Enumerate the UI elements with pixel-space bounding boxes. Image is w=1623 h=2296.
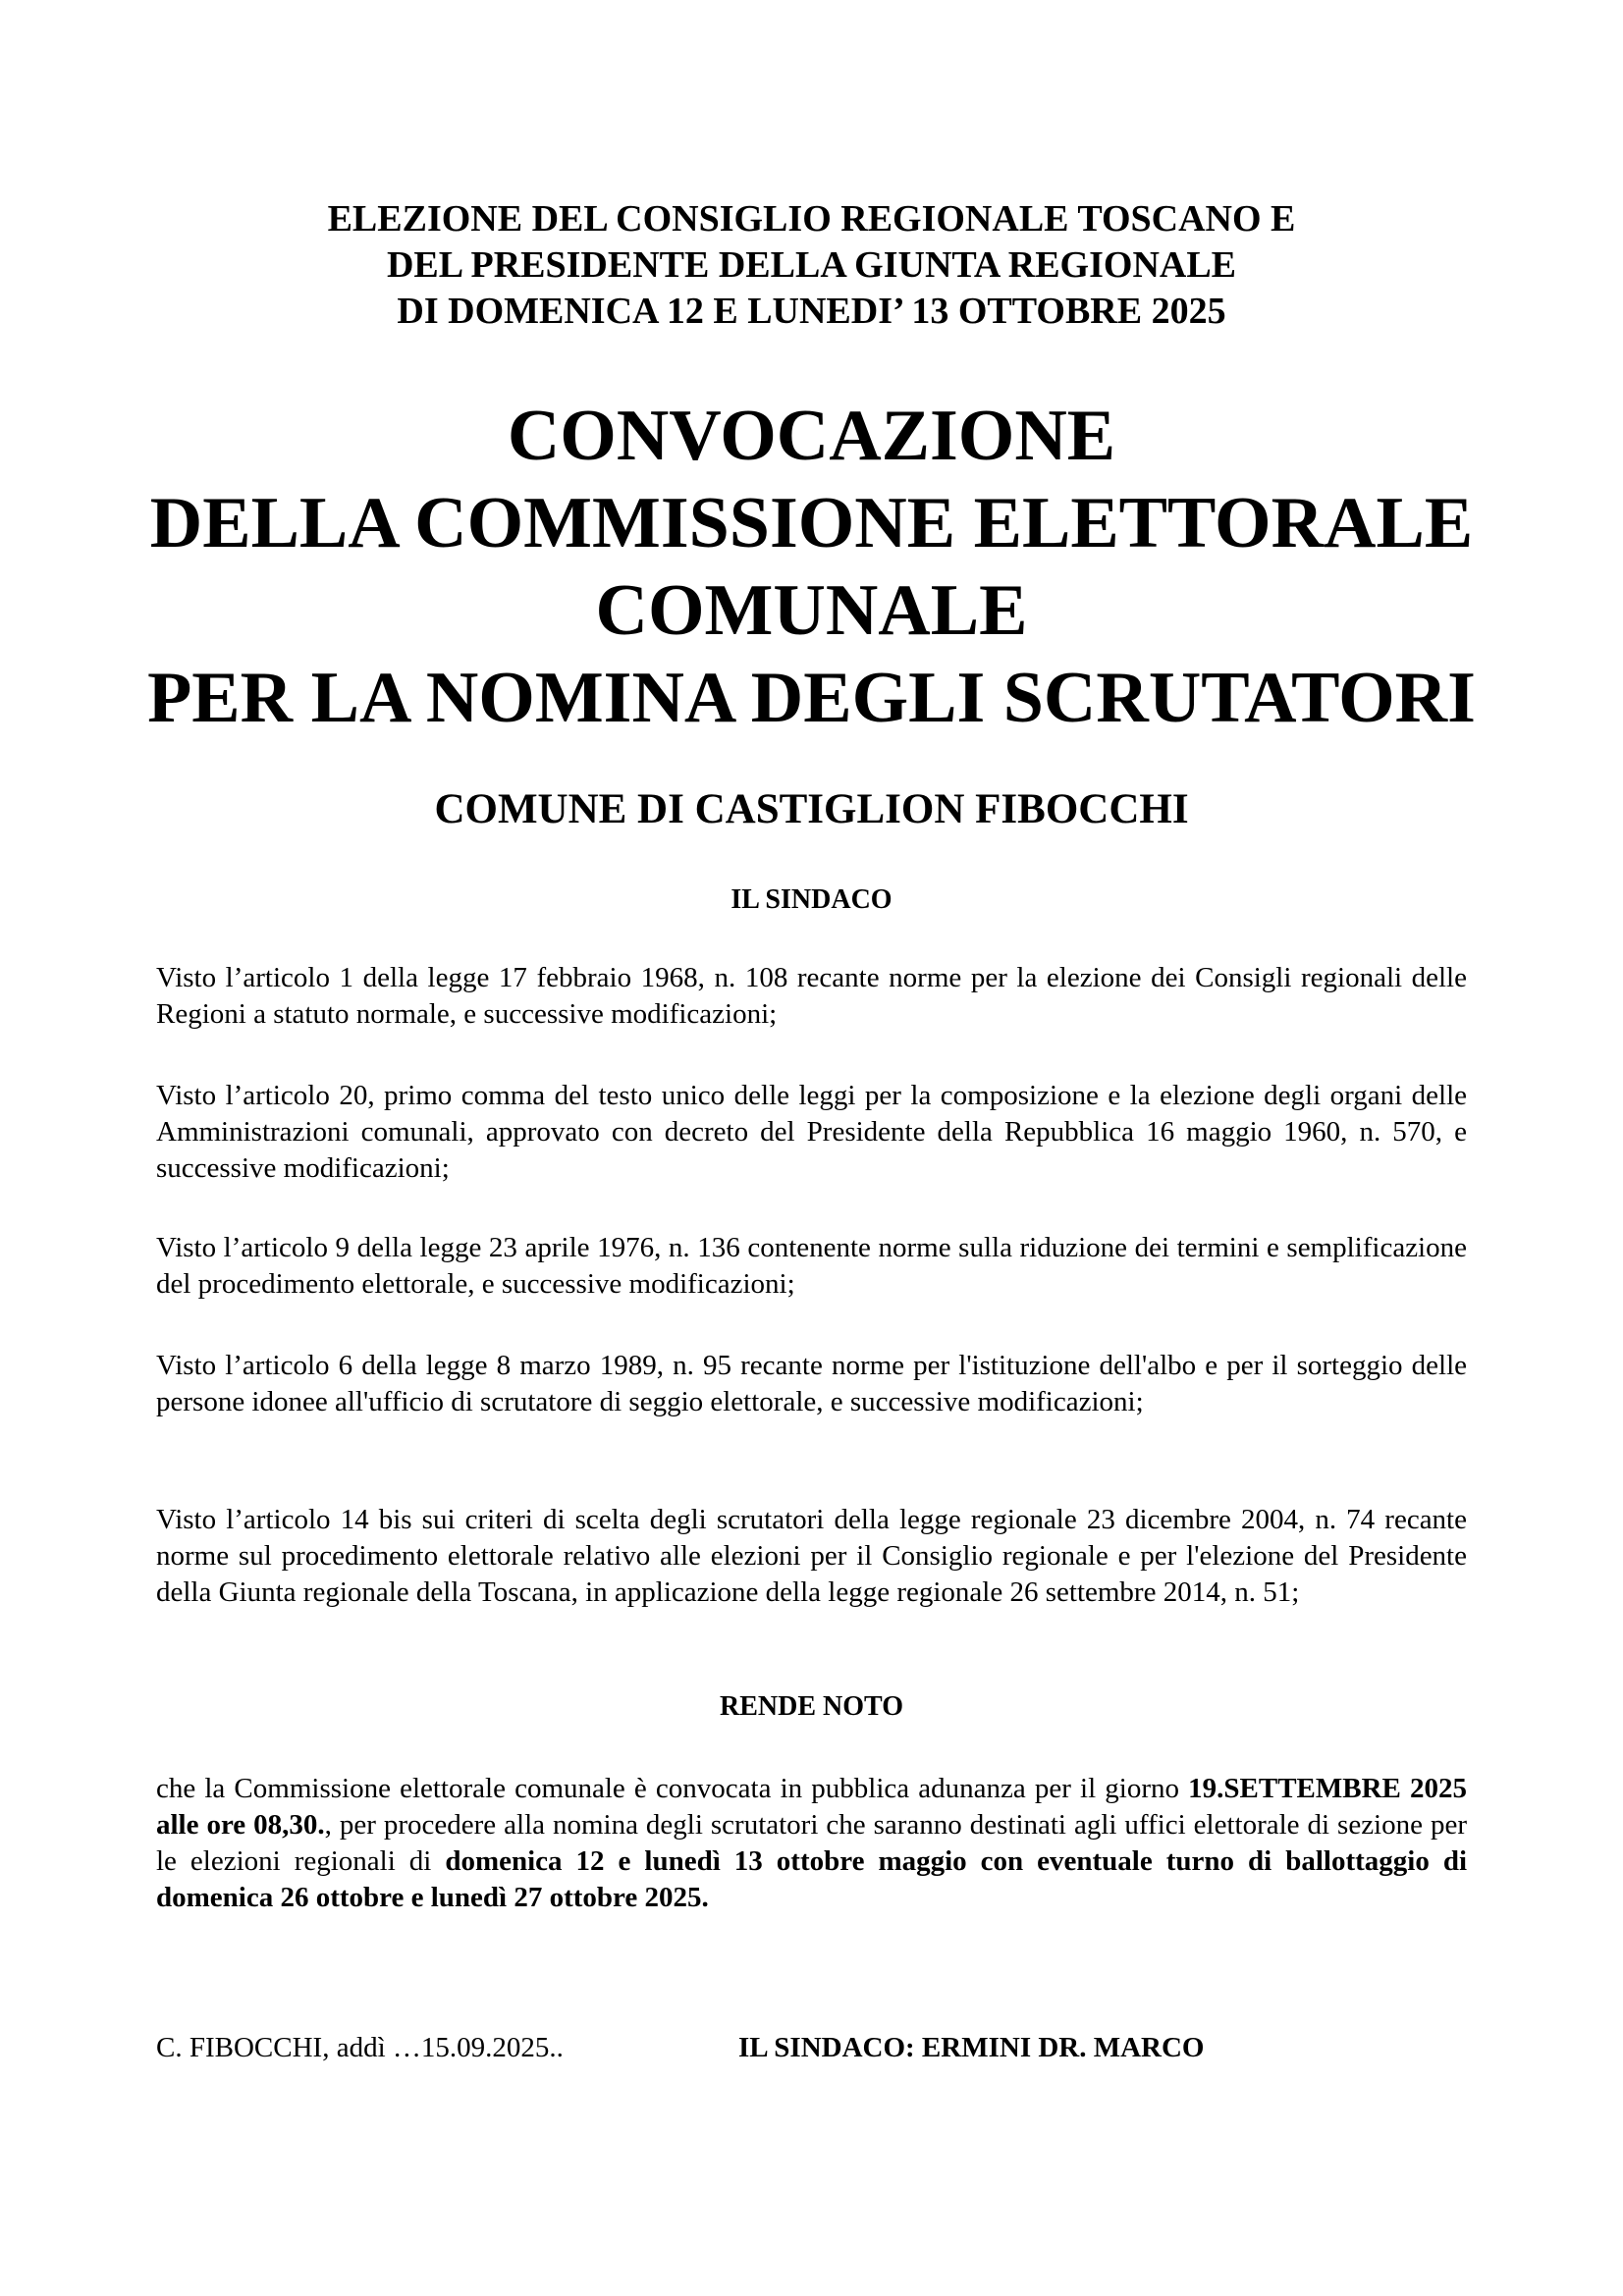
text-segment: , per procedere alla nomina degli scrutatori che saranno destinati agli uffici elettorale di sezione per le elezioni regionali di [156,1809,1467,1877]
title-line: COMUNALE [595,570,1028,651]
paragraph-text [156,1771,1467,1916]
paragraph-text: Visto l’articolo 14 bis sui criteri di scelta degli scrutatori della legge regionale 23 dicembre 2004, n. 74 recante norme sul procedimento elettorale relativo alle elezioni per il Consiglio regionale e per l'elezione del Presidente della Giunta regionale della Toscana, in applicazione della legge regionale 26 settembre 2014, n. 51; [156,1504,1467,1608]
rende-noto-heading: RENDE NOTO [720,1691,903,1722]
title-line: DELLA COMMISSIONE ELETTORALE [149,483,1474,563]
visto-paragraph [156,1502,1467,1611]
paragraph-text: Visto l’articolo 20, primo comma del testo unico delle leggi per la composizione e la elezione degli organi delle Amministrazioni comunali, approvato con decreto del Presidente della Repubblica 16 maggio 1960, n. 570, e successive modificazioni; [156,1080,1467,1184]
visto-paragraph [156,1230,1467,1303]
mayor-signature: IL SINDACO: ERMINI DR. MARCO [738,2032,1205,2063]
convocation-paragraph [156,1771,1467,1916]
header-line: DI DOMENICA 12 E LUNEDI’ 13 OTTOBRE 2025 [397,291,1226,332]
paragraph-text: Visto l’articolo 6 della legge 8 marzo 1989, n. 95 recante norme per l'istituzione dell'albo e per il sorteggio delle persone idonee all'ufficio di scrutatore di seggio elettorale, e successive modificazioni; [156,1350,1467,1417]
place-and-date: C. FIBOCCHI, addì …15.09.2025.. [156,2032,564,2063]
election-dates: domenica 12 e lunedì 13 ottobre maggio con eventuale turno di ballottaggio di domenica 26 ottobre e lunedì 27 ottobre 2025. [156,1845,1467,1913]
header-line: DEL PRESIDENTE DELLA GIUNTA REGIONALE [386,244,1237,286]
paragraph-text: Visto l’articolo 1 della legge 17 febbraio 1968, n. 108 recante norme per la elezione dei Consigli regionali delle Regioni a statuto normale, e successive modificazioni; [156,962,1467,1030]
election-header [157,196,1466,335]
municipality-name: COMUNE DI CASTIGLION FIBOCCHI [434,786,1189,832]
document-title [137,393,1486,742]
visto-paragraph [156,960,1467,1033]
visto-paragraph [156,1078,1467,1187]
paragraph-text: Visto l’articolo 9 della legge 23 aprile 1976, n. 136 contenente norme sulla riduzione dei termini e semplificazione del procedimento elettorale, e successive modificazioni; [156,1232,1467,1300]
mayor-heading: IL SINDACO [730,884,893,915]
title-line: CONVOCAZIONE [507,396,1116,476]
title-line: PER LA NOMINA DEGLI SCRUTATORI [147,658,1476,738]
meeting-date-time: 19.SETTEMBRE 2025 alle ore 08,30. [156,1773,1468,1841]
text-segment: che la Commissione elettorale comunale è convocata in pubblica adunanza per il giorno [156,1773,1189,1804]
header-line: ELEZIONE DEL CONSIGLIO REGIONALE TOSCANO E [327,198,1296,240]
visto-paragraph [156,1348,1467,1420]
